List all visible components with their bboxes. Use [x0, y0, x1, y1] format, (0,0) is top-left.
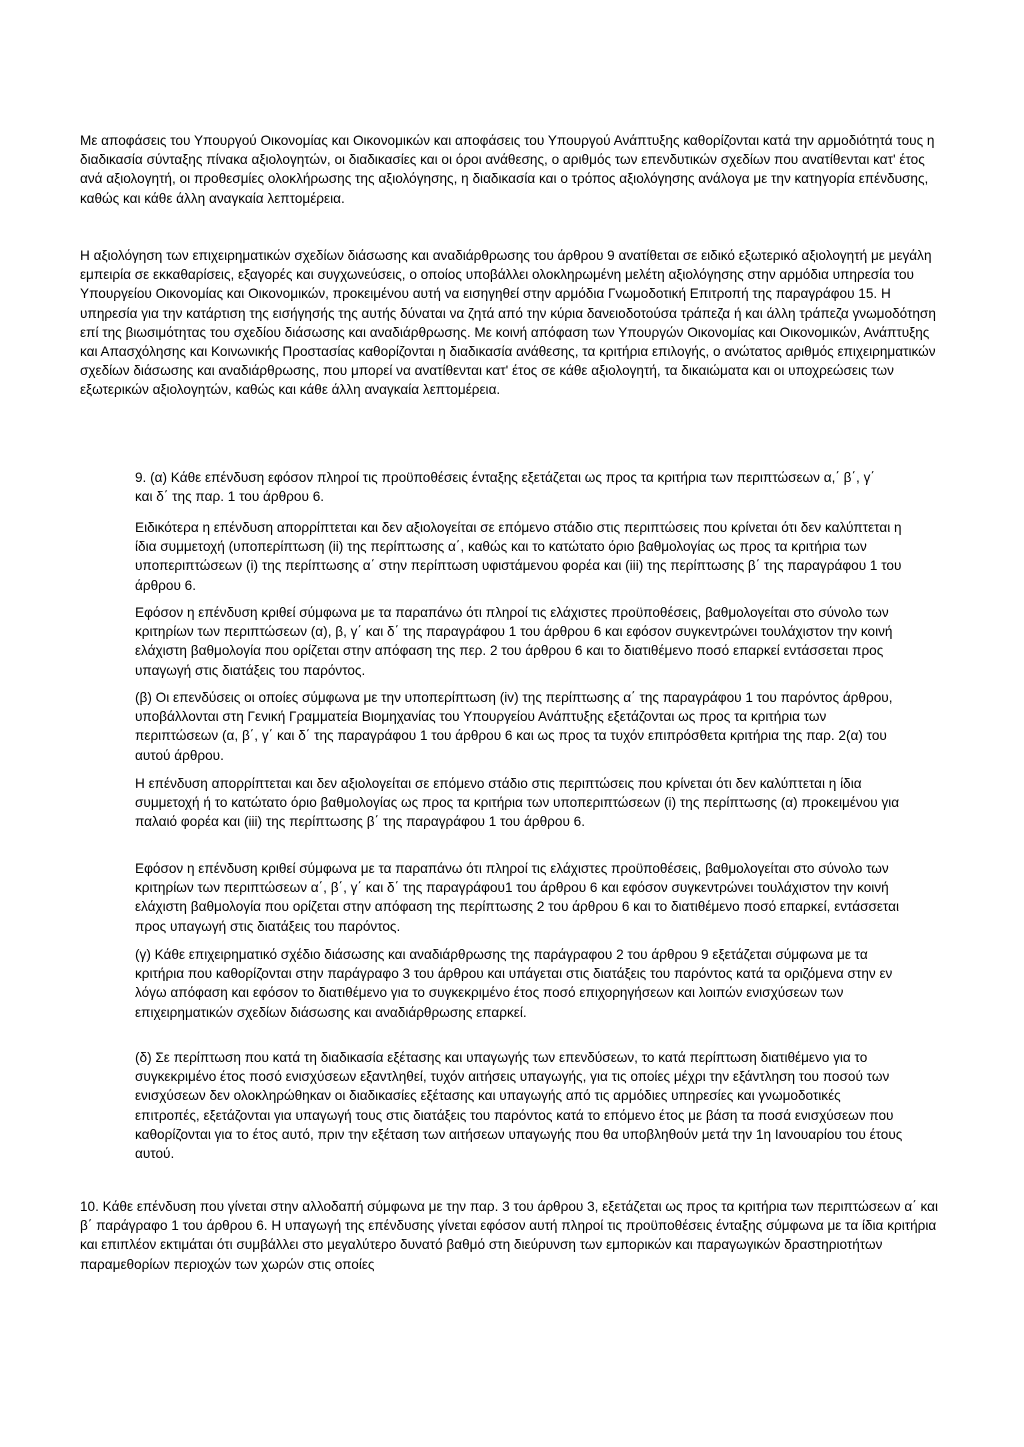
- paragraph-9c: (γ) Κάθε επιχειρηματικό σχέδιο διάσωσης και αναδιάρθρωσης της παράγραφου 2 του άρθρου 9 εξετάζεται σύμφωνα με τα κριτήρια που καθορίζονται στην παράγραφο 3 του άρθρου και υπάγεται στις διατάξεις του παρόντος κατά τα οριζόμενα στην εν λόγω απόφαση και εφόσον το διατιθέμενο για το συγκεκριμένο έτος ποσό επιχορηγήσεων και λοιπών ενισχύσεων των επιχειρηματικών σχεδίων διάσωσης και αναδιάρθρωσης επαρκεί.: [135, 947, 893, 1020]
- paragraph-9a-rejection: Ειδικότερα η επένδυση απορρίπτεται και δεν αξιολογείται σε επόμενο στάδιο στις περιπτώσεις που κρίνεται ότι δεν καλύπτεται η ίδια συμμετοχή (υποπερίπτωση (ii) της περίπτωσης α΄, καθώς και το κατώτατο όριο βαθμολογίας ως προς τα κριτήρια των υποπεριπτώσεων (i) της περίπτωσης α΄ στην περίπτωση υφιστάμενου φορέα και (iii) της περίπτωσης β΄ της παραγράφου 1 του άρθρου 6.: [135, 520, 902, 593]
- paragraph-rescue-plan-evaluation: Η αξιολόγηση των επιχειρηματικών σχεδίων διάσωσης και αναδιάρθρωσης του άρθρου 9 ανατίθεται σε ειδικό εξωτερικό αξιολογητή με μεγάλη εμπειρία σε εκκαθαρίσεις, εξαγορές και συγχωνεύσεις, ο οποίος υποβάλλει ολοκληρωμένη μελέτη αξιολόγησης στην αρμόδια υπηρεσία του Υπουργείου Οικονομίας και Οικονομικών, προκειμένου αυτή να εισηγηθεί στην αρμόδια Γνωμοδοτική Επιτροπή της παραγράφου 15. Η υπηρεσία για την κατάρτιση της εισήγησής της αυτής δύναται να ζητά από την κύρια δανειοδοτούσα τράπεζα ή και άλλη τράπεζα γνωμοδότηση επί της βιωσιμότητας του σχεδίου διάσωσης και αναδιάρθρωσης. Με κοινή απόφαση των Υπουργών Οικονομίας και Οικονομικών, Ανάπτυξης και Απασχόλησης και Κοινωνικής Προστασίας καθορίζονται η διαδικασία ανάθεσης, τα κριτήρια επιλογής, ο ανώτατος αριθμός επιχειρηματικών σχεδίων διάσωσης και αναδιάρθρωσης, που μπορεί να ανατίθενται κατ' έτος σε κάθε αξιολογητή, τα δικαιώματα και οι υποχρεώσεις των εξωτερικών αξιολογητών, καθώς και κάθε άλλη αναγκαία λεπτομέρεια.: [80, 248, 936, 398]
- paragraph-9d: (δ) Σε περίπτωση που κατά τη διαδικασία εξέτασης και υπαγωγής των επενδύσεων, το κατά περίπτωση διατιθέμενο για το συγκεκριμένο έτος ποσό ενισχύσεων εξαντληθεί, τυχόν αιτήσεις υπαγωγής, για τις οποίες μέχρι την εξάντληση του ποσού των ενισχύσεων δεν ολοκληρώθηκαν οι διαδικασίες εξέτασης και υπαγωγής από τις αρμόδιες υπηρεσίες και γνωμοδοτικές επιτροπές, εξετάζονται για υπαγωγή τους στις διατάξεις του παρόντος κατά το επόμενο έτος με βάση τα ποσά ενισχύσεων που καθορίζονται για το έτος αυτό, πριν την εξέταση των αιτήσεων υπαγωγής που θα υποβληθούν μετά την 1η Ιανουαρίου του έτους αυτού.: [135, 1050, 903, 1162]
- paragraph-9a-scoring: Εφόσον η επένδυση κριθεί σύμφωνα με τα παραπάνω ότι πληροί τις ελάχιστες προϋποθέσεις, βαθμολογείται στο σύνολο των κριτηρίων των περιπτώσεων (α), β, γ΄ και δ΄ της παραγράφου 1 του άρθρου 6 και εφόσον συγκεντρώνει τουλάχιστον την κοινή ελάχιστη βαθμολογία που ορίζεται στην απόφαση της περ. 2 του άρθρου 6 και το διατιθέμενο ποσό επαρκεί εντάσσεται προς υπαγωγή στις διατάξεις του παρόντος.: [135, 605, 893, 678]
- paragraph-9a: 9. (α) Κάθε επένδυση εφόσον πληροί τις προϋποθέσεις ένταξης εξετάζεται ως προς τα κριτήρια των περιπτώσεων α,΄ β΄, γ΄ και δ΄ της παρ. 1 του άρθρου 6.: [135, 470, 875, 505]
- paragraph-10: 10. Κάθε επένδυση που γίνεται στην αλλοδαπή σύμφωνα με την παρ. 3 του άρθρου 3, εξετάζεται ως προς τα κριτήρια των περιπτώσεων α΄ και β΄ παράγραφο 1 του άρθρου 6. Η υπαγωγή της επένδυσης γίνεται εφόσον αυτή πληροί τις προϋποθέσεις ένταξης σύμφωνα με τα ίδια κριτήρια και επιπλέον εκτιμάται ότι συμβάλλει στο μεγαλύτερο δυνατό βαθμό στη διεύρυνση των εμπορικών και παραγωγικών δραστηριοτήτων παραμεθορίων περιοχών των χωρών στις οποίες: [80, 1199, 939, 1272]
- paragraph-9b: (β) Οι επενδύσεις οι οποίες σύμφωνα με την υποπερίπτωση (iv) της περίπτωσης α΄ της παραγράφου 1 του παρόντος άρθρου, υποβάλλονται στη Γενική Γραμματεία Βιομηχανίας του Υπουργείου Ανάπτυξης εξετάζονται ως προς τα κριτήρια των περιπτώσεων (α, β΄, γ΄ και δ΄ της παραγράφου 1 του άρθρου 6 και ως προς τα τυχόν επιπρόσθετα κριτήρια της παρ. 2(α) του αυτού άρθρου.: [135, 690, 893, 763]
- paragraph-9b-scoring: Εφόσον η επένδυση κριθεί σύμφωνα με τα παραπάνω ότι πληροί τις ελάχιστες προϋποθέσεις, βαθμολογείται στο σύνολο των κριτηρίων των περιπτώσεων α΄, β΄, γ΄ και δ΄ της παραγράφου1 του άρθρου 6 και εφόσον συγκεντρώνει τουλάχιστον την κοινή ελάχιστη βαθμολογία που ορίζεται στην απόφαση της περίπτωσης 2 του άρθρου 6 και το διατιθέμενο ποσό επαρκεί, εντάσσεται προς υπαγωγή στις διατάξεις του παρόντος.: [135, 861, 899, 934]
- paragraph-9b-rejection: Η επένδυση απορρίπτεται και δεν αξιολογείται σε επόμενο στάδιο στις περιπτώσεις που κρίνεται ότι δεν καλύπτεται η ίδια συμμετοχή ή το κατώτατο όριο βαθμολογίας ως προς τα κριτήρια των υποπεριπτώσεων (i) της περίπτωσης (α) προκειμένου για παλαιό φορέα και (iii) της περίπτωσης β΄ της παραγράφου 1 του άρθρου 6.: [135, 776, 900, 830]
- paragraph-ministerial-decisions: Με αποφάσεις του Υπουργού Οικονομίας και Οικονομικών και αποφάσεις του Υπουργού Ανάπτυξης καθορίζονται κατά την αρμοδιότητά τους η διαδικασία σύνταξης πίνακα αξιολογητών, οι διαδικασίες και οι όροι ανάθεσης, ο αριθμός των επενδυτικών σχεδίων που ανατίθενται κατ' έτος ανά αξιολογητή, οι προθεσμίες ολοκλήρωσης της αξιολόγησης, η διαδικασία και ο τρόπος αξιολόγησης ανάλογα με την κατηγορία επένδυσης, καθώς και κάθε άλλη αναγκαία λεπτομέρεια.: [80, 133, 935, 206]
